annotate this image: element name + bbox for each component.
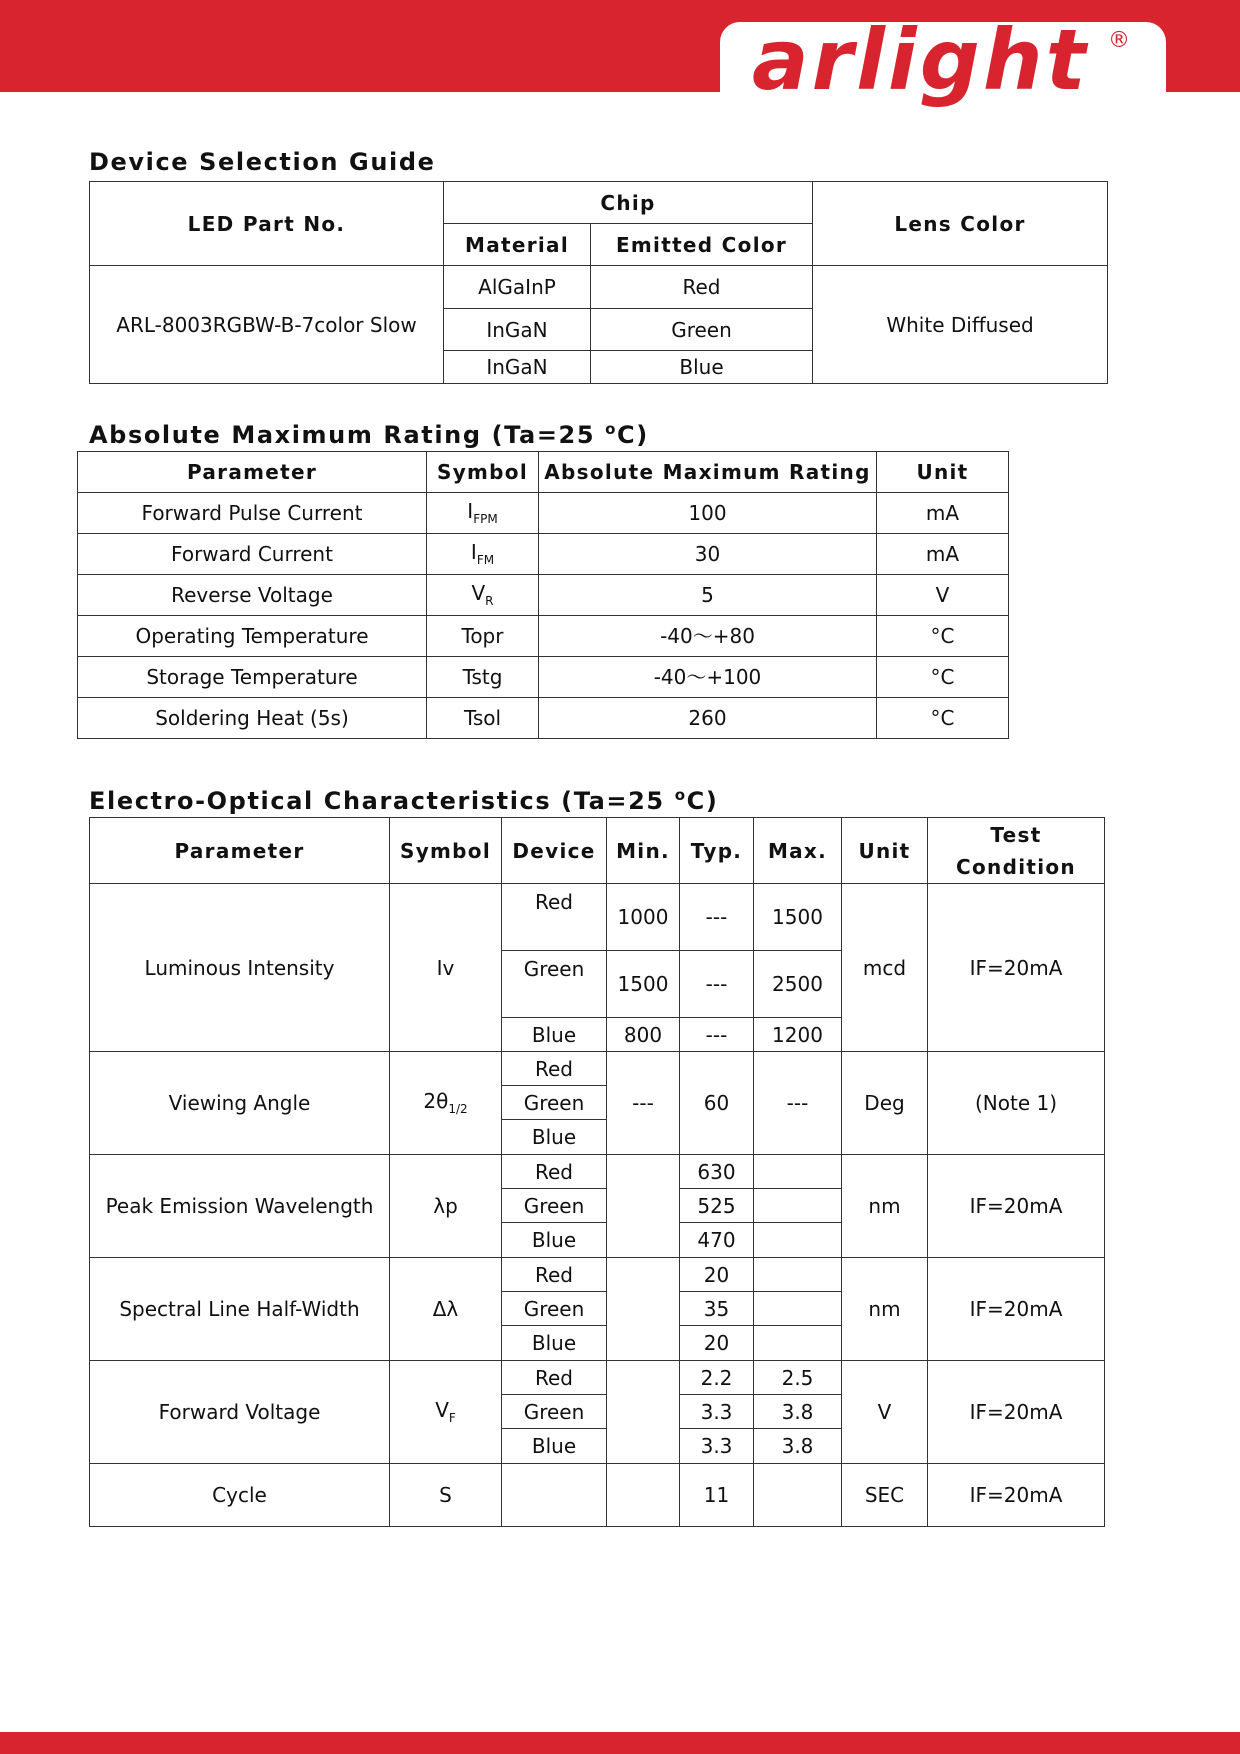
chip-color: Red bbox=[591, 266, 813, 309]
chip-material: InGaN bbox=[444, 309, 591, 351]
device-guide-title: Device Selection Guide bbox=[89, 148, 436, 176]
device-selection-table bbox=[89, 181, 1108, 384]
header-typ: Typ. bbox=[680, 818, 754, 884]
absolute-maximum-table bbox=[77, 451, 1009, 739]
table-row: Forward Current $I_{FM}$ 30 mA bbox=[78, 534, 1009, 575]
header-symbol: Symbol bbox=[427, 452, 539, 493]
chip-material: InGaN bbox=[444, 351, 591, 384]
header-max: Max. bbox=[754, 818, 842, 884]
lens-color: White Diffused bbox=[813, 266, 1108, 384]
header-test-condition: Test Condition bbox=[928, 818, 1105, 884]
registered-mark: ® bbox=[1108, 28, 1130, 53]
header-lens-color: Lens Color bbox=[813, 182, 1108, 266]
footer-bar bbox=[0, 1732, 1240, 1754]
header-emitted-color: Emitted Color bbox=[591, 224, 813, 266]
header-symbol: Symbol bbox=[390, 818, 502, 884]
part-number: ARL-8003RGBW-B-7color Slow bbox=[90, 266, 444, 384]
header-min: Min. bbox=[607, 818, 680, 884]
table-row: Soldering Heat (5s) Tsol 260 °C bbox=[78, 698, 1009, 739]
table-row: Operating Temperature Topr -40～+80 °C bbox=[78, 616, 1009, 657]
table-row: Storage Temperature Tstg -40～+100 °C bbox=[78, 657, 1009, 698]
header-parameter: Parameter bbox=[78, 452, 427, 493]
header-chip: Chip bbox=[444, 182, 813, 224]
chip-color: Green bbox=[591, 309, 813, 351]
brand-logo: arlight bbox=[752, 11, 1089, 109]
header-material: Material bbox=[444, 224, 591, 266]
header-unit: Unit bbox=[842, 818, 928, 884]
eo-title: Electro-Optical Characteristics (Ta=25 $^o$C) bbox=[89, 786, 719, 815]
table-row: Reverse Voltage $V_R$ 5 V bbox=[78, 575, 1009, 616]
table-row: Forward Pulse Current $I_{FPM}$ 100 mA bbox=[78, 493, 1009, 534]
header-parameter: Parameter bbox=[90, 818, 390, 884]
abs-max-title: Absolute Maximum Rating (Ta=25 $^o$C) bbox=[89, 420, 649, 449]
header-device: Device bbox=[502, 818, 607, 884]
header-part-no: LED Part No. bbox=[90, 182, 444, 266]
chip-material: AlGaInP bbox=[444, 266, 591, 309]
chip-color: Blue bbox=[591, 351, 813, 384]
electro-optical-table: Parameter Symbol Device Min. Typ. Max. Unit Test Condition Luminous Intensity Iv Red 1000 --- 1500 mcd IF=20mA Green 1500 --- 2500 Blue 800 --- 1200 Viewing Angle $2\theta_{1/2}$ Red --- 60 --- Deg (Note 1) Green Blue Peak Emission Wavelength λp Red 630 nm IF=20mA Green 525 Blue 470 Spectral Line Half-Width Δλ Red 20 nm IF=20mA Green 35 Blue 20 Forward Voltage $V_F$ Red 2.2 2.5 V IF=20mA Green 3.3 3.8 Blue 3.3 3.8 Cycle S 11 SEC IF=20mA bbox=[89, 817, 1105, 1527]
header-rating: Absolute Maximum Rating bbox=[539, 452, 877, 493]
header-unit: Unit bbox=[877, 452, 1009, 493]
